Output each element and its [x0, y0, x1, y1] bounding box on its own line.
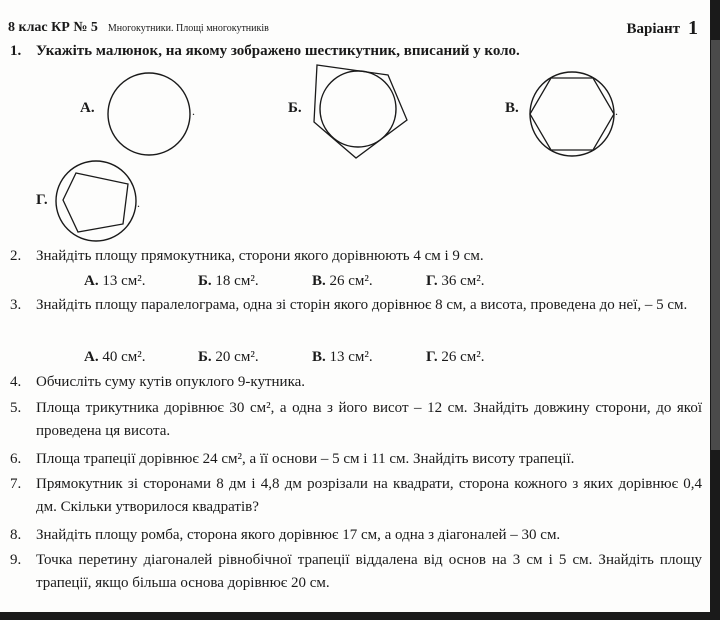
option-d[interactable]: Г. 26 см². — [426, 349, 485, 365]
figure-label: Б. — [288, 100, 302, 116]
question-text: Знайдіть площу паралелограма, одна зі сторін якого дорівнює 8 см, а висота, проведена до неї, – 5 см. — [36, 297, 688, 313]
question-text: Площа трикутника дорівнює 30 см², а одна з його висот – 12 см. Знайдіть довжину сторони, до якої проведена ця висота. — [36, 400, 702, 439]
header — [8, 14, 698, 38]
question-number: 8. — [10, 527, 22, 543]
question-text: Прямокутник зі сторонами 8 дм і 4,8 дм розрізали на квадрати, сторона кожного з яких дорівнює 0,4 дм. Скільки утворилося квадратів? — [36, 476, 702, 515]
question-7 — [10, 473, 702, 519]
question-number: 6. — [10, 451, 22, 467]
option-a[interactable]: А. 13 см². — [84, 273, 146, 289]
figure-label: В. — [505, 100, 519, 116]
question-8 — [10, 524, 702, 547]
question-text: Точка перетину діагоналей рівнобічної трапеції віддалена від основ на 3 см і 5 см. Знайдіть площу трапеції, якщо більша основа дорівнює 20 см. — [36, 552, 702, 591]
figure-label: Г. — [36, 192, 48, 208]
question-text: Знайдіть площу ромба, сторона якого дорівнює 17 см, а одна з діагоналей – 30 см. — [36, 527, 561, 543]
question-number: 2. — [10, 248, 22, 264]
question-number: 5. — [10, 400, 22, 416]
question-number: 7. — [10, 476, 22, 492]
figure-label: А. — [80, 100, 95, 116]
option-b[interactable]: Б. 18 см². — [198, 273, 259, 289]
question-5 — [10, 397, 702, 443]
question-text: Обчисліть суму кутів опуклого 9-кутника. — [36, 374, 306, 390]
page-edge-shadow — [711, 40, 720, 450]
question-number: 9. — [10, 552, 22, 568]
figure-dot: . — [137, 196, 140, 210]
question-2 — [10, 245, 702, 268]
question-number: 1. — [10, 43, 22, 59]
figure-dot: . — [615, 104, 618, 118]
variant-label: Варіант — [626, 21, 680, 37]
option-b[interactable]: Б. 20 см². — [198, 349, 259, 365]
question-3 — [10, 294, 702, 317]
worksheet-title: 8 клас КР № 5 — [8, 20, 98, 35]
question-number: 3. — [10, 297, 22, 313]
question-number: 4. — [10, 374, 22, 390]
variant-number: 1 — [688, 17, 698, 39]
question-text: Знайдіть площу прямокутника, сторони якого дорівнюють 4 см і 9 см. — [36, 248, 484, 264]
option-c[interactable]: В. 26 см². — [312, 273, 373, 289]
option-a[interactable]: А. 40 см². — [84, 349, 146, 365]
option-c[interactable]: В. 13 см². — [312, 349, 373, 365]
worksheet-subtitle: Многокутники. Площі многокутників — [107, 23, 269, 34]
figure-dot: . — [192, 104, 195, 118]
question-6 — [10, 448, 702, 471]
pentagon-around-circle-icon — [306, 60, 416, 165]
question-4 — [10, 371, 702, 394]
hexagon-in-circle-icon — [527, 70, 619, 160]
option-d[interactable]: Г. 36 см². — [426, 273, 485, 289]
circle-icon — [105, 70, 195, 160]
question-9 — [10, 549, 702, 595]
question-text: Укажіть малюнок, на якому зображено шестикутник, вписаний у коло. — [36, 43, 520, 59]
question-text: Площа трапеції дорівнює 24 см², а її основи – 5 см і 11 см. Знайдіть висоту трапеції. — [36, 451, 575, 467]
pentagon-in-circle-icon — [53, 158, 141, 244]
